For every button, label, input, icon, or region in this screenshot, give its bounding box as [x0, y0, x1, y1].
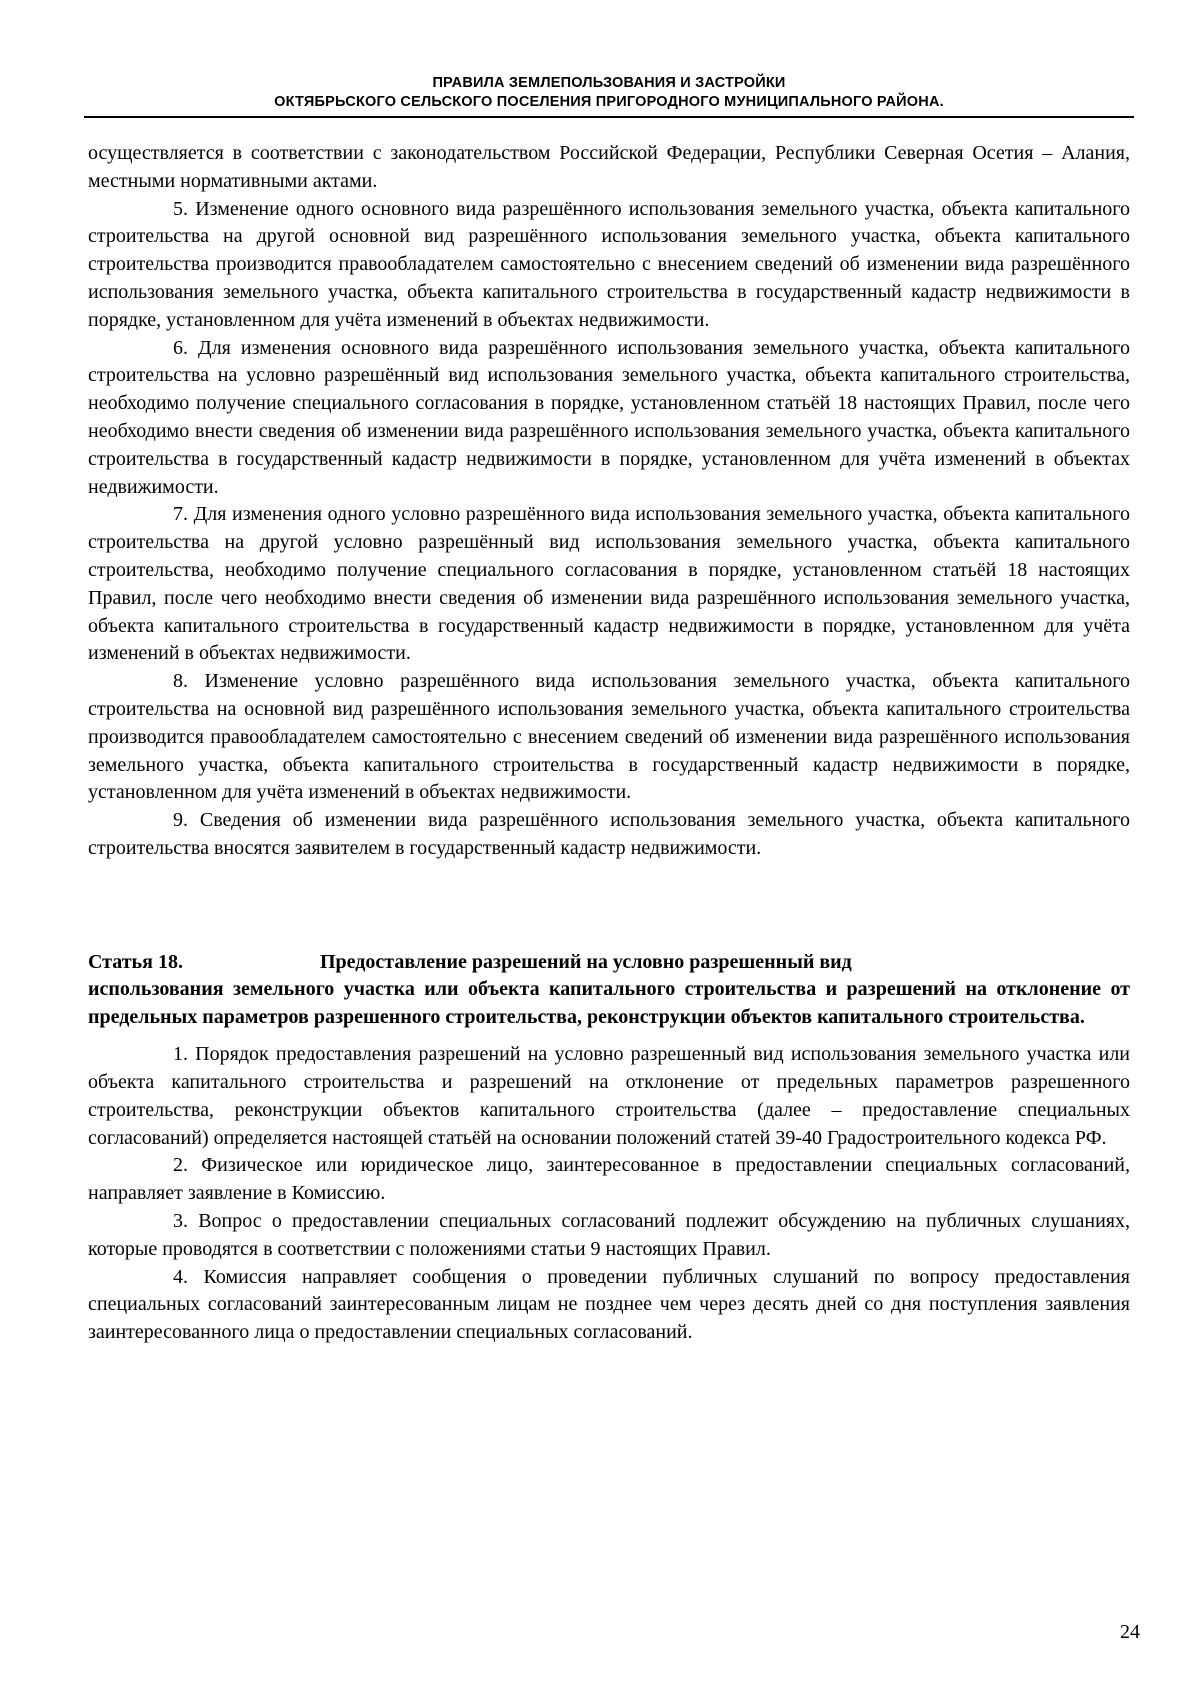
header-rule: [84, 116, 1134, 118]
paragraph-article-item-4: 4. Комиссия направляет сообщения о проведении публичных слушаний по вопросу предоставления специальных согласований заинтересованным лицам не позднее чем через десять дней со дня поступления заявления заинтересованного лица о предоставлении специальных согласований.: [88, 1265, 1130, 1344]
paragraph-item-8: 8. Изменение условно разрешённого вида использования земельного участка, объекта капитального строительства на основной вид разрешённого использования земельного участка, объекта капитального строительства производится правообладателем самостоятельно с внесением сведений об изменении вида разрешённого использования земельного участка, объекта капитального строительства в государственный кадастр недвижимости в порядке, установленном для учёта изменений в объектах недвижимости.: [88, 670, 1130, 804]
page-number: 24: [1120, 1621, 1140, 1643]
article-heading: [88, 949, 1130, 1032]
article-title-rest: использования земельного участка или объекта капитального строительства и разрешений на отклонение от предельных параметров разрешенного строительства, реконструкции объектов капитального строительства.: [88, 978, 1130, 1028]
paragraph-article-item-3: 3. Вопрос о предоставлении специальных согласований подлежит обсуждению на публичных слушаниях, которые проводятся в соответствии с положениями статьи 9 настоящих Правил.: [88, 1210, 1130, 1260]
article-number: Статья 18.: [88, 950, 183, 973]
paragraph-continuation: осуществляется в соответствии с законодательством Российской Федерации, Республики Северная Осетия – Алания, местными нормативными актами.: [88, 142, 1130, 192]
paragraph-item-5: 5. Изменение одного основного вида разрешённого использования земельного участка, объекта капитального строительства на другой основной вид разрешённого использования земельного участка, объекта капитального строительства производится правообладателем самостоятельно с внесением сведений об изменении вида разрешённого использования земельного участка, объекта капитального строительства в государственный кадастр недвижимости в порядке, установленном для учёта изменений в объектах недвижимости.: [88, 197, 1130, 331]
paragraph-article-item-1: 1. Порядок предоставления разрешений на условно разрешенный вид использования земельного участка или объекта капитального строительства и разрешений на отклонение от предельных параметров разрешенного строительства, реконструкции объектов капитального строительства (далее – предоставление специальных согласований) определяется настоящей статьёй на основании положений статей 39-40 Градостроительного кодекса РФ.: [88, 1043, 1130, 1149]
paragraph-item-6: 6. Для изменения основного вида разрешённого использования земельного участка, объекта капитального строительства на условно разрешённый вид использования земельного участка, объекта капитального строительства, необходимо получение специального согласования в порядке, установленном статьёй 18 настоящих Правил, после чего необходимо внести сведения об изменении вида разрешённого использования земельного участка, объекта капитального строительства в государственный кадастр недвижимости в порядке, установленном для учёта изменений в объектах недвижимости.: [88, 336, 1130, 498]
paragraph-item-9: 9. Сведения об изменении вида разрешённого использования земельного участка, объекта капитального строительства вносятся заявителем в государственный кадастр недвижимости.: [88, 809, 1130, 859]
paragraph-article-item-2: 2. Физическое или юридическое лицо, заинтересованное в предоставлении специальных согласований, направляет заявление в Комиссию.: [88, 1154, 1130, 1205]
running-header: [84, 74, 1134, 112]
document-body: [88, 140, 1130, 1347]
header-line-1: ПРАВИЛА ЗЕМЛЕПОЛЬЗОВАНИЯ И ЗАСТРОЙКИ: [432, 75, 786, 91]
paragraph-item-7: 7. Для изменения одного условно разрешённого вида использования земельного участка, объекта капитального строительства на другой условно разрешённый вид использования земельного участка, объекта капитального строительства, необходимо получение специального согласования в порядке, установленном статьёй 18 настоящих Правил, после чего необходимо внести сведения об изменении вида разрешённого использования земельного участка, объекта капитального строительства в государственный кадастр недвижимости в порядке, установленном для учёта изменений в объектах недвижимости.: [88, 503, 1130, 665]
header-line-2: ОКТЯБРЬСКОГО СЕЛЬСКОГО ПОСЕЛЕНИЯ ПРИГОРОДНОГО МУНИЦИПАЛЬНОГО РАЙОНА.: [274, 94, 944, 110]
article-title-lead: Предоставление разрешений на условно разрешенный вид: [320, 950, 852, 973]
article-heading-first-line: [88, 949, 1130, 977]
section-gap: [88, 863, 1130, 949]
